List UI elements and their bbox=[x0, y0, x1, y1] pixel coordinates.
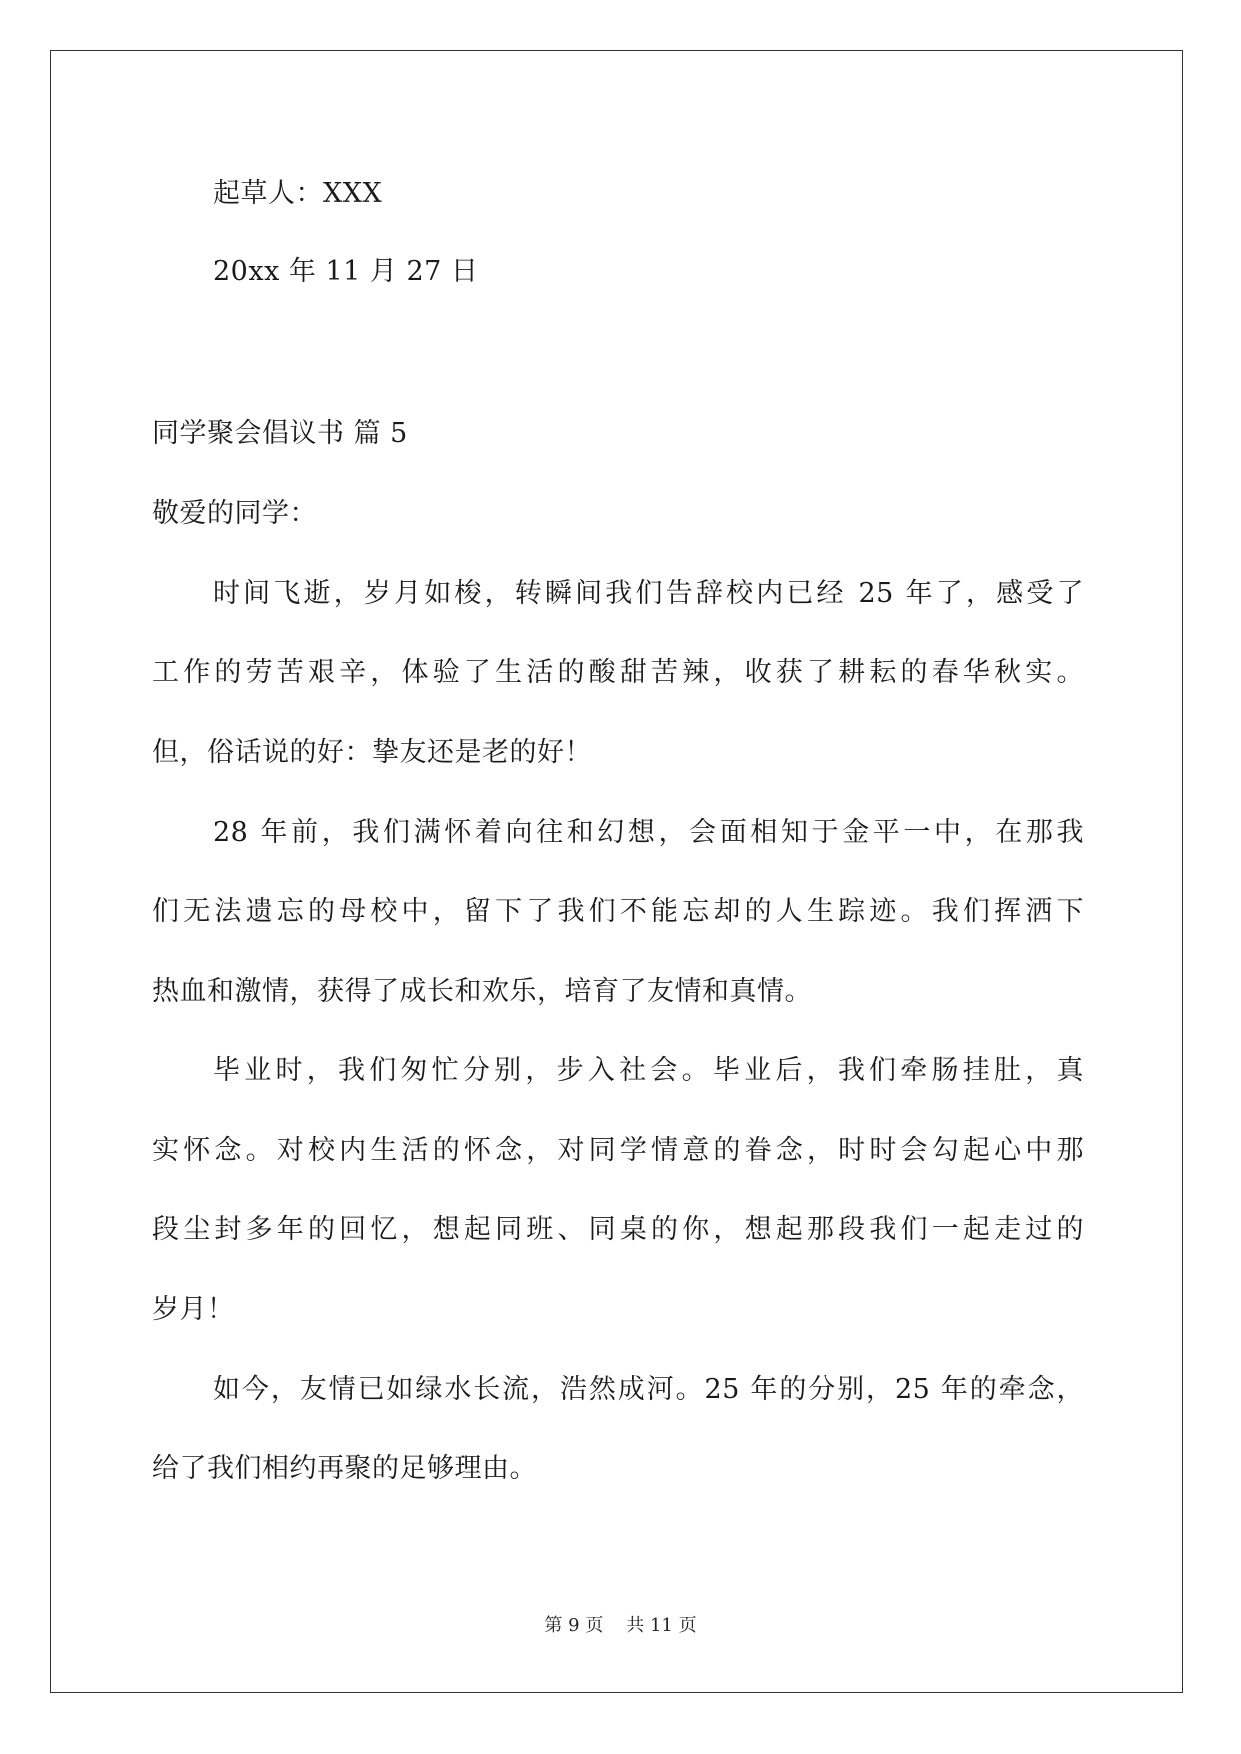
paragraph-line: 们无法遗忘的母校中，留下了我们不能忘却的人生踪迹。我们挥洒下 bbox=[152, 896, 1084, 927]
page-total: 共 11 页 bbox=[626, 1615, 697, 1636]
paragraph-line: 毕业时，我们匆忙分别，步入社会。毕业后，我们牵肠挂肚，真 bbox=[213, 1055, 1084, 1086]
date-line: 20xx 年 11 月 27 日 bbox=[213, 256, 479, 287]
paragraph-line: 岁月！ bbox=[152, 1294, 235, 1325]
paragraph-line: 热血和激情，获得了成长和欢乐，培育了友情和真情。 bbox=[152, 976, 812, 1007]
page-border bbox=[50, 50, 1183, 1693]
section-title: 同学聚会倡议书 篇 5 bbox=[152, 418, 408, 449]
page-number: 第 9 页 bbox=[544, 1615, 604, 1636]
paragraph-line: 28 年前，我们满怀着向往和幻想，会面相知于金平一中，在那我 bbox=[213, 817, 1084, 848]
paragraph-line: 给了我们相约再聚的足够理由。 bbox=[152, 1453, 537, 1484]
paragraph-line: 实怀念。对校内生活的怀念，对同学情意的眷念，时时会勾起心中那 bbox=[152, 1135, 1084, 1166]
paragraph-line: 段尘封多年的回忆，想起同班、同桌的你，想起那段我们一起走过的 bbox=[152, 1214, 1084, 1245]
salutation: 敬爱的同学： bbox=[152, 498, 317, 529]
paragraph-line: 但，俗话说的好：挚友还是老的好！ bbox=[152, 737, 592, 768]
paragraph-line: 如今，友情已如绿水长流，浩然成河。25 年的分别，25 年的牵念， bbox=[213, 1374, 1084, 1405]
page-footer bbox=[0, 1617, 1241, 1635]
paragraph-line: 时间飞逝，岁月如梭，转瞬间我们告辞校内已经 25 年了，感受了 bbox=[213, 578, 1084, 609]
drafter-line: 起草人：XXX bbox=[213, 178, 383, 209]
paragraph-line: 工作的劳苦艰辛，体验了生活的酸甜苦辣，收获了耕耘的春华秋实。 bbox=[152, 657, 1084, 688]
